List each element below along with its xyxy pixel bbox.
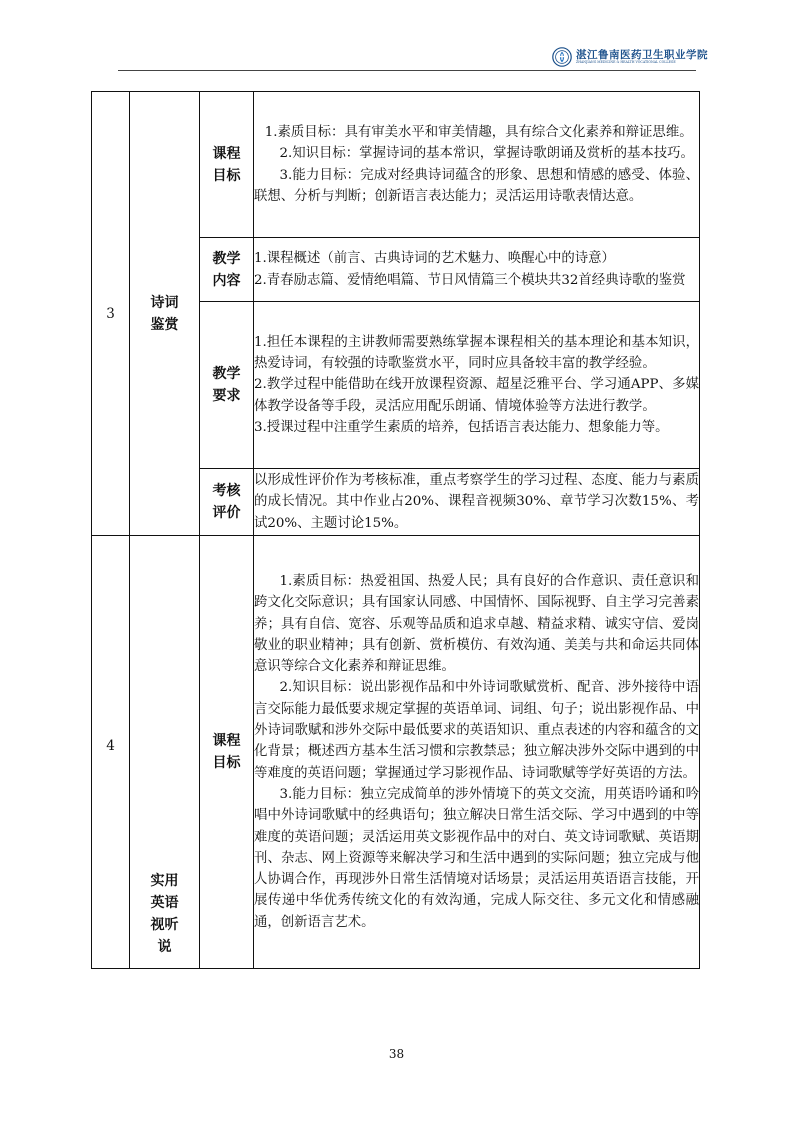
section-label-cell [200,238,254,302]
section-content [254,302,700,469]
school-logo [552,46,708,68]
section-content [254,536,700,969]
course-table [91,91,700,969]
section-label: 考核评价 [212,483,241,521]
section-label: 课程目标 [212,733,241,771]
school-emblem-icon [552,47,572,67]
table-row [92,536,700,969]
paragraph: 3.能力目标：独立完成简单的涉外情境下的英文交流，用英语吟诵和吟唱中外诗词歌赋中的经典语句；独立解决日常生活交际、学习中遇到的中等难度的英语问题；灵活运用英文影视作品中的对白、英文诗词歌赋、英语期刊、杂志、网上资源等来解决学习和生活中遇到的实际问题；独立完成与他人协调合作，再现涉外日常生活情境对话场景；灵活运用英语语言技能，开展传递中华优秀传统文化的有效沟通，完成人际交往、多元文化和情感融通，创新语言艺术。 [254,786,699,930]
section-content [254,92,700,238]
section-content [254,238,700,302]
paragraph: 1.素质目标：热爱祖国、热爱人民；具有良好的合作意识、责任意识和跨文化交际意识；具有国家认同感、中国情怀、国际视野、自主学习完善素养；具有自信、宽容、乐观等品质和追求卓越、精益求精、诚实守信、爱岗敬业的职业精神；具有创新、赏析模仿、有效沟通、美美与共和命运共同体意识等综合文化素养和辩证思维。 [254,573,699,675]
paragraph: 1.素质目标：具有审美水平和审美情趣，具有综合文化素养和辩证思维。 [264,124,693,140]
header-divider [118,70,696,71]
paragraph: 2.知识目标：说出影视作品和中外诗词歌赋赏析、配音、涉外接待中语言交际能力最低要求规定掌握的英语单词、词组、句子；说出影视作品、中外诗词歌赋和涉外交际中最低要求的英语知识、重点表述的内容和蕴含的文化背景；概述西方基本生活习惯和宗教禁忌；独立解决涉外交际中遇到的中等难度的英语问题；掌握通过学习影视作品、诗词歌赋等学好英语的方法。 [254,680,699,781]
paragraph: 3.授课过程中注重学生素质的培养，包括语言表达能力、想象能力等。 [254,419,669,435]
course-number-cell [92,536,130,969]
school-name-cn: 湛江鲁南医药卫生职业学院 [576,48,708,61]
paragraph: 以形成性评价作为考核标准，重点考察学生的学习过程、态度、能力与素质的成长情况。其中作业占20%、课程音视频30%、章节学习次数15%、考试20%、主题讨论15%。 [254,473,699,531]
section-content [254,469,700,536]
course-name: 实用英语视听说 [150,873,179,955]
table-row [92,92,700,238]
paragraph: 2.教学过程中能借助在线开放课程资源、超星泛雅平台、学习通APP、多媒体教学设备等手段，灵活应用配乐朗诵、情境体验等方法进行教学。 [254,377,699,414]
section-label: 课程目标 [212,145,241,184]
course-number-cell [92,92,130,536]
page-number: 38 [388,1047,405,1061]
course-name-cell [130,536,200,969]
section-label-cell [200,92,254,238]
paragraph: 1.课程概述（前言、古典诗词的艺术魅力、唤醒心中的诗意） [254,251,615,267]
section-label: 教学内容 [212,250,241,289]
course-number: 3 [106,305,115,322]
paragraph: 3.能力目标：完成对经典诗词蕴含的形象、思想和情感的感受、体验、联想、分析与判断；创新语言表达能力；灵活运用诗歌表情达意。 [254,167,699,204]
section-label-cell [200,536,254,969]
paragraph: 2.青春励志篇、爱情绝唱篇、节日风情篇三个模块共32首经典诗歌的鉴赏 [254,272,686,288]
section-label: 教学要求 [212,366,241,404]
course-number: 4 [106,738,115,754]
section-label-cell [200,469,254,536]
section-label-cell [200,302,254,469]
school-name-en: ZHANJIANG MEDICINE & HEALTH VOCATIONAL COLLEGE [576,60,676,65]
paragraph: 1.担任本课程的主讲教师需要熟练掌握本课程相关的基本理论和基本知识，热爱诗词，有较强的诗歌鉴赏水平，同时应具备较丰富的教学经验。 [254,334,699,372]
paragraph: 2.知识目标：掌握诗词的基本常识，掌握诗歌朗诵及赏析的基本技巧。 [279,146,694,162]
course-name: 诗词鉴赏 [150,294,179,333]
course-name-cell [130,92,200,536]
